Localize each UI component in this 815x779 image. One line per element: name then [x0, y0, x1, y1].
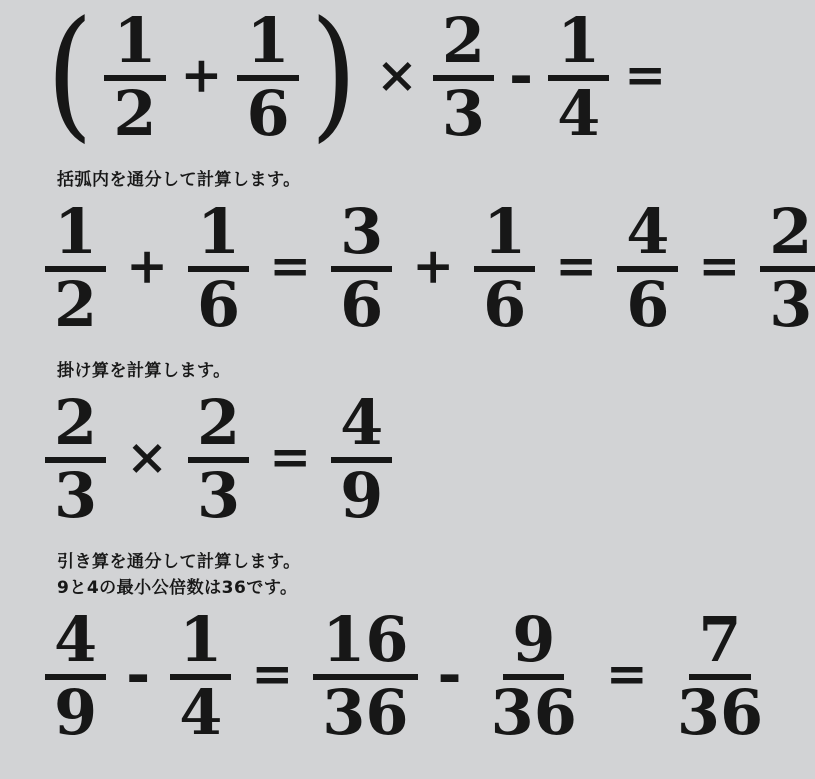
operator-equals: = [251, 644, 294, 704]
fraction [760, 195, 815, 341]
operator-equals: = [698, 235, 741, 295]
fraction-numerator: 2 [433, 16, 494, 81]
fraction [474, 195, 535, 341]
step3-note-line2: 9と4の最小公倍数は36です。 [57, 578, 298, 598]
step1-equation [45, 195, 815, 341]
fraction-denominator: 36 [490, 676, 577, 750]
fraction-numerator: 3 [331, 207, 392, 272]
fraction-denominator: 3 [441, 76, 486, 150]
fraction-denominator: 4 [179, 676, 223, 750]
fraction [104, 4, 165, 150]
operator-equals: = [555, 235, 598, 295]
fraction-denominator: 2 [54, 267, 98, 341]
fraction-denominator: 6 [483, 267, 527, 341]
fraction-denominator: 6 [197, 267, 241, 341]
operator-plus: + [126, 235, 169, 295]
step3-note-line1: 引き算を通分して計算します。 [57, 551, 301, 572]
operator-times: × [126, 426, 169, 486]
fraction [45, 195, 106, 341]
fraction [45, 603, 106, 750]
operator-plus: + [412, 235, 455, 295]
fraction [237, 4, 298, 150]
fraction-numerator: 16 [313, 615, 417, 680]
operator-equals: = [269, 235, 312, 295]
fraction-numerator: 2 [760, 207, 815, 272]
problem-equation: ( $\frac{1}{2}$ + $\frac{1}{6}$ ) × $\frac{2}{3}$ - $\frac{1}{4}$ = [46, 0, 667, 156]
fraction-denominator: 3 [769, 267, 813, 341]
operator-minus: - [509, 40, 534, 109]
fraction-numerator: 1 [104, 16, 165, 81]
fraction-numerator: 1 [45, 207, 106, 272]
fraction-numerator: 2 [188, 398, 249, 463]
fraction-denominator: 9 [54, 676, 98, 750]
fraction-numerator: 4 [331, 398, 392, 463]
operator-times: × [376, 44, 418, 104]
fraction-denominator: 36 [322, 676, 409, 750]
fraction [668, 603, 772, 750]
fraction [188, 386, 249, 532]
fraction-denominator: 9 [340, 458, 384, 532]
operator-equals: = [269, 426, 312, 486]
fraction-denominator: 3 [197, 458, 241, 532]
fraction [331, 386, 392, 532]
step2-equation [45, 386, 815, 532]
fraction-denominator: 6 [626, 267, 670, 341]
operator-minus: - [126, 640, 151, 709]
operator-plus: + [180, 44, 223, 104]
fraction [45, 386, 106, 532]
operator-equals: = [605, 644, 648, 704]
fraction [548, 4, 609, 150]
fraction-numerator: 7 [689, 615, 750, 680]
step3-note [57, 549, 815, 602]
fraction-denominator: 2 [113, 76, 157, 150]
step2-note: 掛け算を計算します。 [57, 360, 231, 381]
fraction [188, 195, 249, 341]
fraction [331, 195, 392, 341]
fraction [170, 603, 231, 750]
fraction-numerator: 9 [503, 615, 564, 680]
fraction [482, 603, 586, 750]
fraction-denominator: 6 [340, 267, 384, 341]
fraction-numerator: 1 [548, 16, 609, 81]
fraction-denominator: 3 [54, 458, 98, 532]
fraction [433, 4, 494, 150]
step1-note: 括弧内を通分して計算します。 [57, 169, 301, 190]
fraction-numerator: 4 [45, 615, 106, 680]
fraction-numerator: 1 [170, 615, 231, 680]
operator-equals: = [624, 44, 667, 104]
fraction [617, 195, 678, 341]
fraction-numerator: 4 [617, 207, 678, 272]
operator-minus: - [437, 640, 462, 709]
fraction-numerator: 1 [237, 16, 298, 81]
fraction-denominator: 36 [676, 676, 764, 750]
fraction-numerator: 2 [45, 398, 106, 463]
fraction-denominator: 4 [557, 76, 601, 150]
fraction-numerator: 1 [474, 207, 535, 272]
step3-equation [45, 603, 815, 750]
fraction [313, 603, 417, 750]
fraction-denominator: 6 [246, 76, 290, 150]
fraction-numerator: 1 [188, 207, 249, 272]
